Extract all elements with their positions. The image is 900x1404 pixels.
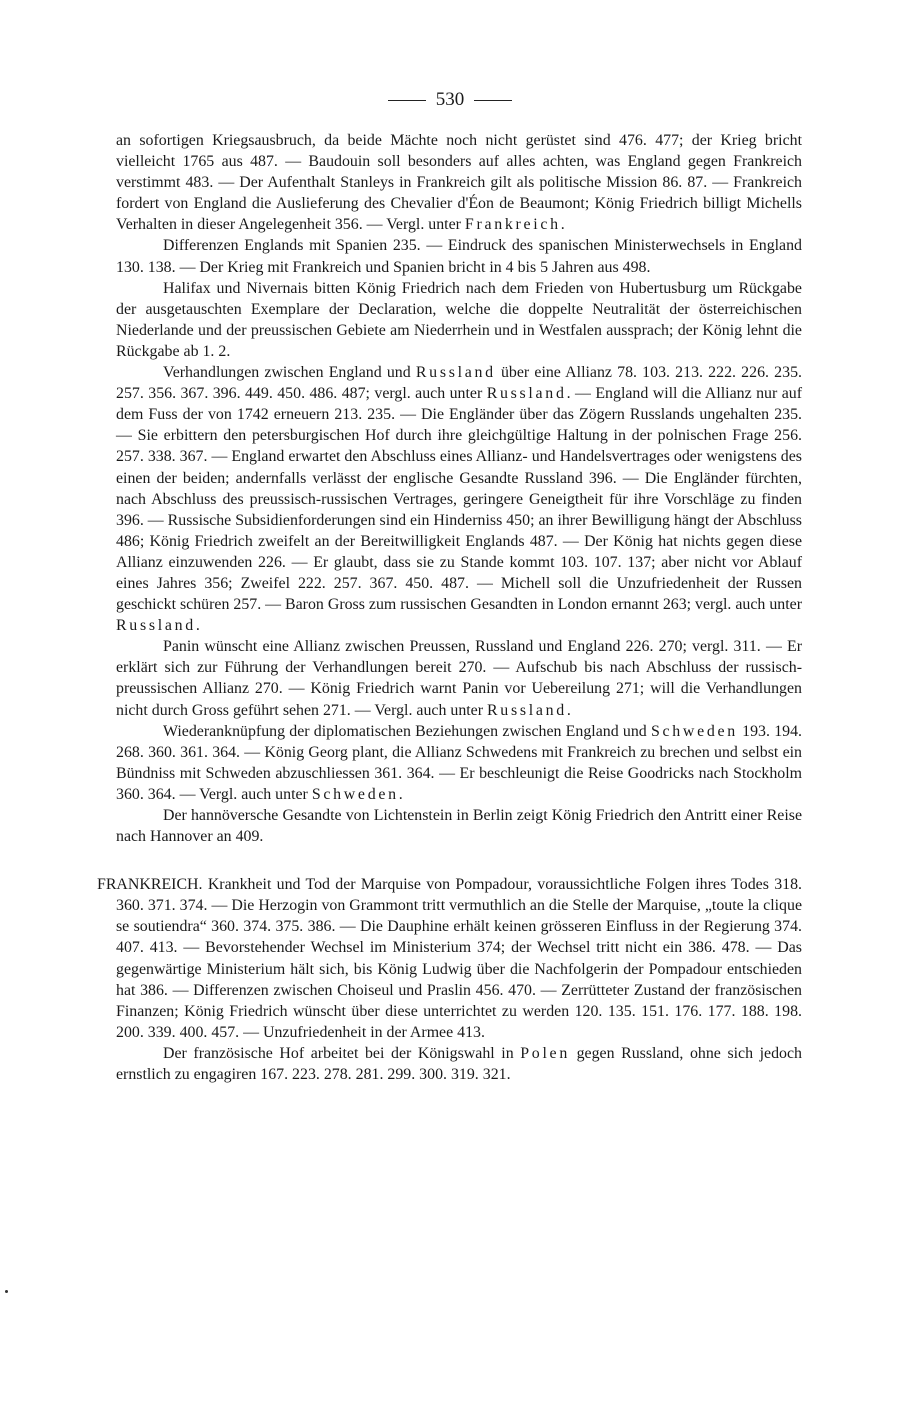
text-run: .: [560, 216, 565, 234]
text-run: .: [398, 785, 403, 803]
spaced-term: Russland: [487, 701, 567, 719]
spaced-term: Schweden: [311, 785, 399, 803]
margin-speck: [5, 1290, 8, 1293]
text-run: .: [566, 701, 571, 719]
text-run: Der hannöversche Gesandte von Lichtenstein in Berlin zeigt König Friedrich den Antritt einer Reise nach Hannover an 409.: [116, 807, 802, 846]
paragraph: [116, 130, 802, 235]
text-run: .: [195, 617, 200, 635]
text-run: an sofortigen Kriegsausbruch, da beide Mächte noch nicht gerüstet sind 476. 477; der Krieg bricht vielleicht 1765 aus 487. — Baudouin soll besonders auf alles achten, was England gegen Frankreich verstimmt 483. — Der Aufenthalt Stanleys in Frankreich gilt als politische Mission 86. 87. — Frankreich fordert von England die Auslieferung des Chevalier d'Éon de Beaumont; König Friedrich billigt Michells Verhalten in dieser Angelegenheit 356. — Vergl. unter: [116, 132, 802, 234]
text-run: Differenzen Englands mit Spanien 235. — Eindruck des spanischen Ministerwechsels in England 130. 138. — Der Krieg mit Frankreich und Spanien bricht in 4 bis 5 Jahren aus 498.: [116, 237, 802, 276]
paragraph: [116, 235, 802, 277]
paragraph: [116, 805, 802, 847]
header-rule-left: [388, 100, 426, 101]
text-run: Der französische Hof arbeitet bei der Königswahl in: [163, 1044, 521, 1062]
spaced-term: Frankreich: [464, 216, 561, 234]
text-run: über eine Allianz 78. 103. 213. 222. 226. 235. 257. 356. 367. 396. 449. 450. 486. 487; vergl. auch unter: [116, 364, 802, 403]
page-number: 530: [435, 89, 465, 110]
paragraph: [116, 362, 802, 636]
text-run: Verhandlungen zwischen England und: [163, 364, 416, 382]
text-run: Krankheit und Tod der Marquise von Pompadour, voraussichtliche Folgen ihres Todes 318. 360. 371. 374. — Die Herzogin von Grammont tritt vermuthlich an die Stelle der Marquise, „toute la clique se soutiendra“ 360. 374. 375. 386. — Die Dauphine erhält keinen grösseren Einfluss in der Regierung 374. 407. 413. — Bevorstehender Wechsel im Ministerium 374; der Wechsel tritt nicht ein 386. 478. — Das gegenwärtige Ministerium hält sich, bis König Ludwig über die Nachfolgerin der Pompadour entschieden hat 386. — Differenzen zwischen Choiseul und Praslin 456. 470. — Zerrütteter Zustand der französischen Finanzen; König Friedrich wünscht über diese unterrichtet zu werden 120. 135. 151. 176. 177. 188. 198. 200. 339. 400. 457. — Unzufriedenheit in der Armee 413.: [116, 876, 802, 1041]
spaced-term: Schweden: [650, 722, 738, 740]
header-rule-right: [474, 100, 512, 101]
text-run: Wiederanknüpfung der diplomatischen Beziehungen zwischen England und: [163, 722, 651, 740]
section-heading: FRANKREICH.: [97, 876, 203, 894]
section-entry-frankreich: [97, 874, 802, 1043]
index-text: [97, 130, 803, 1085]
spaced-term: Russland: [415, 364, 496, 382]
text-run: gegen Russland, ohne sich jedoch ernstlich zu engagiren 167. 223. 278. 281. 299. 300. 319. 321.: [116, 1044, 802, 1084]
section-entry-text: [116, 876, 802, 1041]
paragraph: [116, 636, 802, 720]
paragraph: [116, 278, 802, 362]
spaced-term: Russland: [486, 385, 567, 403]
text-run: . — England will die Allianz nur auf dem Fuss der von 1742 erneuern 213. 235. — Die Engländer über das Zögern Russlands ungehalten 235. — Sie erbittern den petersburgischen Hof durch ihre gleichgültige Haltung in der polnischen Frage 256. 257. 338. 367. — England erwartet den Abschluss eines Allianz- und Handelsvertrages oder wenigstens des einen der beiden; andernfalls verlässt der englische Gesandte Russland 396. — Die Engländer fürchten, nach Abschluss des preussisch-russischen Vertrages, geringere Geneigtheit für ihre Vorschläge zu finden 396. — Russische Subsidienforderungen sind ein Hinderniss 450; an ihrer Bewilligung hängt der Abschluss 486; König Friedrich zweifelt an der Bereitwilligkeit Englands 487. — Der König hat nichts gegen diese Allianz einzuwenden 226. — Er glaubt, dass sie zu Stande kommt 103. 107. 137; aber nicht vor Ablauf eines Jahres 356; Zweifel 222. 257. 367. 450. 487. — Michell soll die Unzufriedenheit der Russen geschickt schüren 257. — Baron Gross zum russischen Gesandten in London ernannt 263; vergl. auch unter: [116, 385, 802, 614]
spaced-term: Russland: [116, 617, 196, 635]
page-header: [0, 88, 900, 112]
paragraph: [116, 721, 802, 805]
spaced-term: Polen: [520, 1044, 570, 1062]
section-sub-paragraph: [116, 1043, 802, 1085]
text-run: Panin wünscht eine Allianz zwischen Preussen, Russland und England 226. 270; vergl. 311. — Er erklärt sich zur Führung der Verhandlungen bereit 270. — Aufschub bis nach Abschluss der russisch-preussischen Allianz 270. — König Friedrich warnt Panin vor Uebereilung 271; will die Verhandlungen nicht durch Gross geführt sehen 271. — Vergl. auch unter: [116, 638, 802, 719]
text-run: 193. 194. 268. 360. 361. 364. — König Georg plant, die Allianz Schwedens mit Frankreich zu brechen und selbst ein Bündniss mit Schweden abzuschliessen 361. 364. — Er beschleunigt die Reise Goodricks nach Stockholm 360. 364. — Vergl. auch unter: [116, 722, 803, 803]
text-run: Halifax und Nivernais bitten König Friedrich nach dem Frieden von Hubertusburg um Rückgabe der ausgetauschten Exemplare der Declaration, welche die doppelte Neutralität der österreichischen Niederlande und der preussischen Gebiete am Niederrhein und in Westfalen aussprach; der König lehnt die Rückgabe ab 1. 2.: [116, 279, 802, 360]
